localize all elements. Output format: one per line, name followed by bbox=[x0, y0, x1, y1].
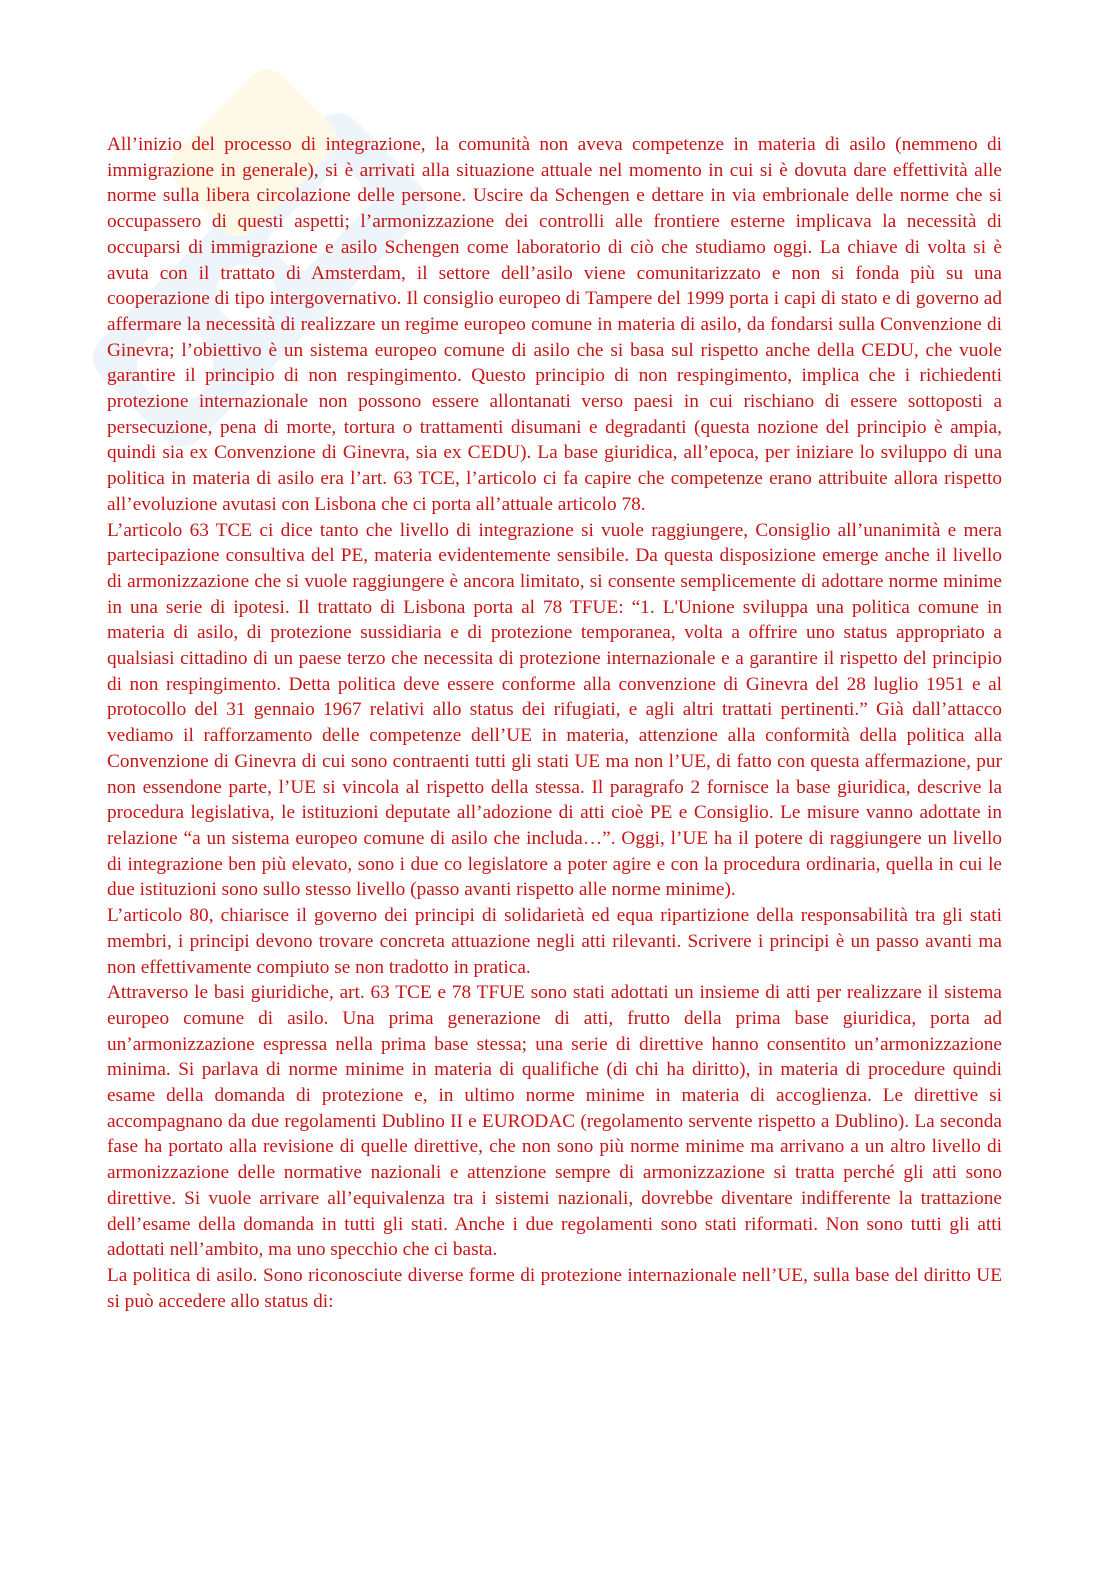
paragraph: All’inizio del processo di integrazione, la comunità non aveva competenze in materia di asilo (nemmeno di immigrazione in generale), si è arrivati alla situazione attuale nel momento in cui si è dovuta dare effettività alle norme sulla libera circolazione delle persone. Uscire da Schengen e dettare in via embrionale delle norme che si occupassero di questi aspetti; l’armonizzazione dei controlli alle frontiere esterne implicava la necessità di occuparsi di immigrazione e asilo Schengen come laboratorio di ciò che studiamo oggi. La chiave di volta si è avuta con il trattato di Amsterdam, il settore dell’asilo viene comunitarizzato e non si fonda più su una cooperazione di tipo intergovernativo. Il consiglio europeo di Tampere del 1999 porta i capi di stato e di governo ad affermare la necessità di realizzare un regime europeo comune in materia di asilo, da fondarsi sulla Convenzione di Ginevra; l’obiettivo è un sistema europeo comune di asilo che si basa sul rispetto anche della CEDU, che vuole garantire il principio di non respingimento. Questo principio di non respingimento, implica che i richiedenti protezione internazionale non possono essere allontanati verso paesi in cui rischiano di essere sottoposti a persecuzione, pena di morte, tortura o trattamenti disumani e degradanti (questa nozione del principio è ampia, quindi sia ex Convenzione di Ginevra, sia ex CEDU). La base giuridica, all’epoca, per iniziare lo sviluppo di una politica in materia di asilo era l’art. 63 TCE, l’articolo ci fa capire che competenze erano attribuite allora rispetto all’evoluzione avutasi con Lisbona che ci porta all’attuale articolo 78. bbox=[107, 134, 1002, 515]
paragraph: L’articolo 80, chiarisce il governo dei principi di solidarietà ed equa ripartizione della responsabilità tra gli stati membri, i principi devono trovare concreta attuazione negli atti rilevanti. Scrivere i principi è un passo avanti ma non effettivamente compiuto se non tradotto in pratica. bbox=[107, 905, 1002, 978]
paragraph: Attraverso le basi giuridiche, art. 63 TCE e 78 TFUE sono stati adottati un insieme di atti per realizzare il sistema europeo comune di asilo. Una prima generazione di atti, frutto della prima base giuridica, porta ad un’armonizzazione espressa nella prima base stessa; una serie di direttive hanno consentito un’armonizzazione minima. Si parlava di norme minime in materia di qualifiche (di chi ha diritto), in materia di procedure quindi esame della domanda di protezione e, in ultimo norme minime in materia di accoglienza. Le direttive si accompagnano da due regolamenti Dublino II e EURODAC (regolamento servente rispetto a Dublino). La seconda fase ha portato alla revisione di quelle direttive, che non sono più norme minime ma arrivano a un altro livello di armonizzazione delle normative nazionali e attenzione sempre di armonizzazione si tratta perché gli atti sono direttive. Si vuole arrivare all’equivalenza tra i sistemi nazionali, dovrebbe diventare indifferente la trattazione dell’esame della domanda in tutti gli stati. Anche i due regolamenti sono stati riformati. Non sono tutti gli atti adottati nell’ambito, ma uno specchio che ci basta. bbox=[107, 982, 1002, 1261]
document-body bbox=[107, 132, 1002, 1314]
paragraph: L’articolo 63 TCE ci dice tanto che livello di integrazione si vuole raggiungere, Consiglio all’unanimità e mera partecipazione consultiva del PE, materia evidentemente sensibile. Da questa disposizione emerge anche il livello di armonizzazione che si vuole raggiungere è ancora limitato, si consente semplicemente di adottare norme minime in una serie di ipotesi. Il trattato di Lisbona porta al 78 TFUE: “1. L'Unione sviluppa una politica comune in materia di asilo, di protezione sussidiaria e di protezione temporanea, volta a offrire uno status appropriato a qualsiasi cittadino di un paese terzo che necessita di protezione internazionale e a garantire il rispetto del principio di non respingimento. Detta politica deve essere conforme alla convenzione di Ginevra del 28 luglio 1951 e al protocollo del 31 gennaio 1967 relativi allo status dei rifugiati, e agli altri trattati pertinenti.” Già dall’attacco vediamo il rafforzamento delle competenze dell’UE in materia, attenzione alla conformità della politica alla Convenzione di Ginevra di cui sono contraenti tutti gli stati UE ma non l’UE, di fatto con questa affermazione, pur non essendone parte, l’UE si vincola al rispetto della stessa. Il paragrafo 2 fornisce la base giuridica, descrive la procedura legislativa, le istituzioni deputate all’adozione di atti cioè PE e Consiglio. Le misure vanno adottate in relazione “a un sistema europeo comune di asilo che includa…”. Oggi, l’UE ha il potere di raggiungere un livello di integrazione ben più elevato, sono i due co legislatore a poter agire e con la procedura ordinaria, quella in cui le due istituzioni sono sullo stesso livello (passo avanti rispetto alle norme minime). bbox=[107, 519, 1002, 901]
paragraph: La politica di asilo. Sono riconosciute diverse forme di protezione internazionale nell’UE, sulla base del diritto UE si può accedere allo status di: bbox=[107, 1264, 1002, 1312]
